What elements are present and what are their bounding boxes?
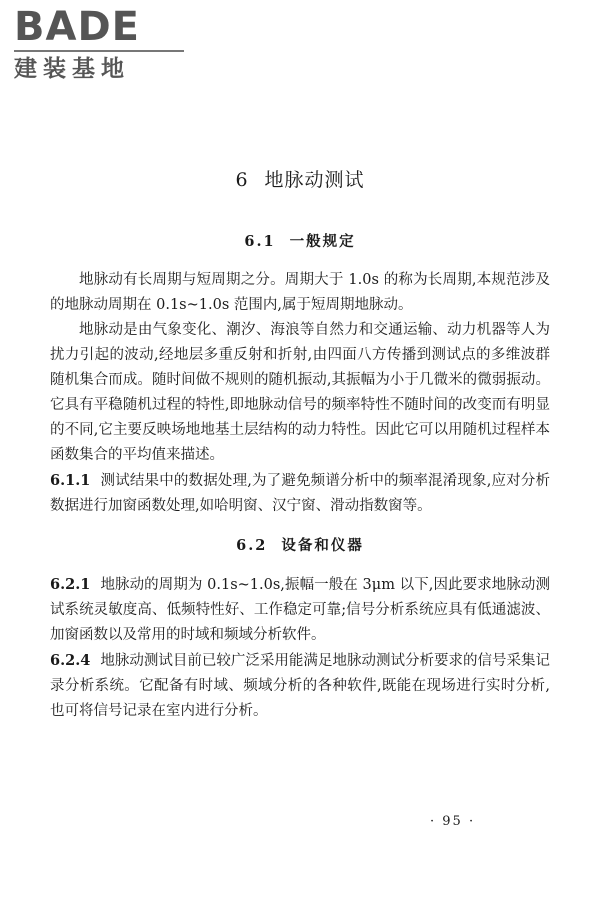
clause-number: 6.1.1 [50,472,91,489]
clause [50,572,550,648]
section-title: 一般规定 [289,233,356,250]
section-number: 6.1 [244,233,276,250]
clause-text: 地脉动的周期为 0.1s~1.0s,振幅一般在 3μm 以下,因此要求地脉动测试系统灵敏度高、低频特性好、工作稳定可靠;信号分析系统应具有低通滤波、加窗函数以及常用的时域和频域分析软件。 [50,577,550,643]
clause [50,468,550,519]
logo-wordmark: BADE [14,4,140,50]
chapter-title-text: 地脉动测试 [264,169,365,191]
logo-subtitle: 建装基地 [14,56,130,82]
page-content [50,168,550,724]
page-number: · 95 · [430,814,476,829]
clause-number: 6.2.1 [50,576,91,593]
clause-text: 地脉动测试目前已较广泛采用能满足地脉动测试分析要求的信号采集记录分析系统。它配备有时域、频域分析的各种软件,既能在现场进行实时分析,也可将信号记录在室内进行分析。 [50,653,550,719]
clause [50,648,550,724]
logo [14,6,184,84]
chapter-title [50,168,550,193]
paragraph: 地脉动是由气象变化、潮汐、海浪等自然力和交通运输、动力机器等人为扰力引起的波动,经地层多重反射和折射,由四面八方传播到测试点的多维波群随机集合而成。随时间做不规则的随机振动,其振幅为小于几微米的微弱振动。它具有平稳随机过程的特性,即地脉动信号的频率特性不随时间的改变而有明显的不同,它主要反映场地地基土层结构的动力特性。因此它可以用随机过程样本函数集合的平均值来描述。 [50,322,550,463]
section-heading [50,533,550,558]
section-heading [50,229,550,254]
section-title: 设备和仪器 [281,537,364,554]
paragraph: 地脉动有长周期与短周期之分。周期大于 1.0s 的称为长周期,本规范涉及的地脉动周期在 0.1s~1.0s 范围内,属于短周期地脉动。 [50,272,550,313]
logo-rule [14,50,184,52]
clause-number: 6.2.4 [50,652,91,669]
chapter-number: 6 [235,169,249,191]
clause-text: 测试结果中的数据处理,为了避免频谱分析中的频率混淆现象,应对分析数据进行加窗函数处理,如哈明窗、汉宁窗、滑动指数窗等。 [50,473,550,514]
section-number: 6.2 [236,537,268,554]
